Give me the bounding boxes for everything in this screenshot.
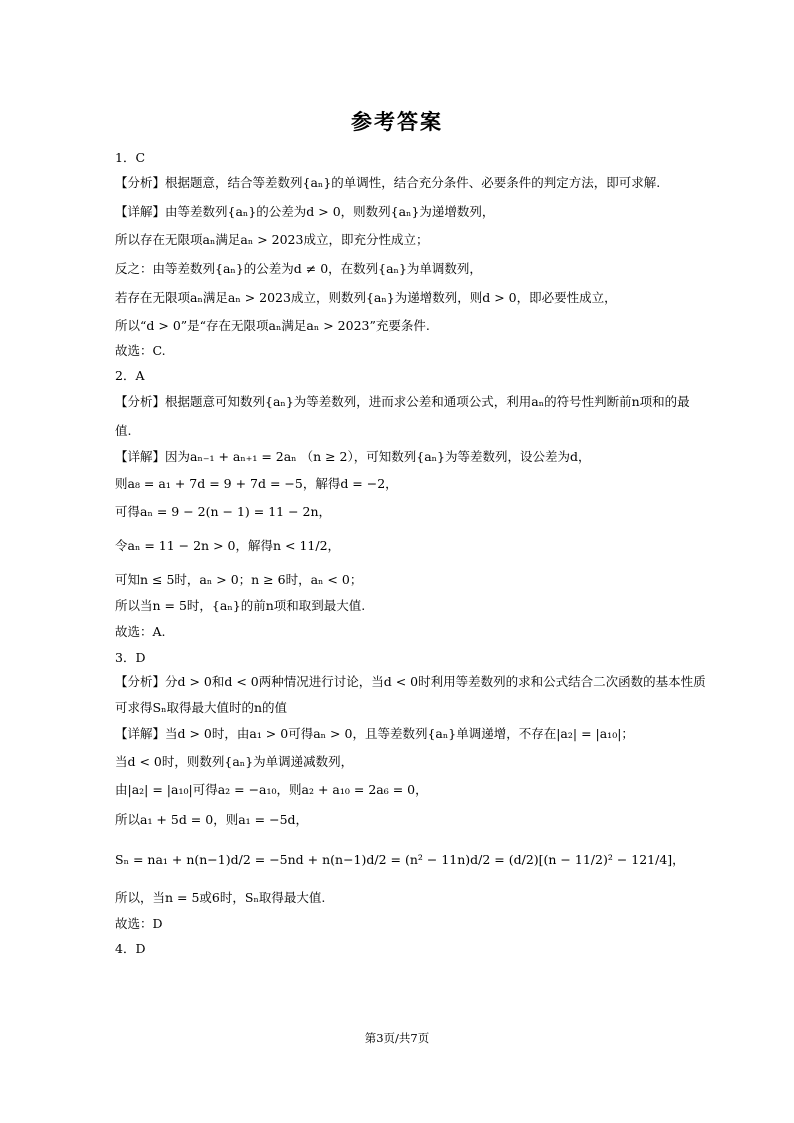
page-title: 参考答案 [351,109,443,134]
text-line: 反之：由等差数列{aₙ}的公差为d ≠ 0，在数列{aₙ}为单调数列， [115,261,482,276]
text-line: 令aₙ = 11 − 2n > 0，解得n < 11/2， [115,538,341,553]
answer-line: 故选：D [115,916,163,931]
analysis-line: 【分析】根据题意可知数列{aₙ}为等差数列，进而求公差和通项公式，利用aₙ的符号性判断前n项和的最 [115,394,690,409]
question-number: 2．A [115,368,145,383]
detail-line: 【详解】由等差数列{aₙ}的公差为d > 0，则数列{aₙ}为递增数列， [115,204,495,219]
text-line: 由|a₂| = |a₁₀|可得a₂ = −a₁₀，则a₂ + a₁₀ = 2a₆ = 0， [115,782,428,797]
text-line: 所以存在无限项aₙ满足aₙ > 2023成立，即充分性成立； [115,232,429,247]
detail-line: 【详解】因为aₙ₋₁ + aₙ₊₁ = 2aₙ （n ≥ 2），可知数列{aₙ}为等差数列，设公差为d， [115,449,591,464]
text-line: 可知n ≤ 5时，aₙ > 0；n ≥ 6时，aₙ < 0； [115,572,363,587]
text-line: 可求得Sₙ取得最大值时的n的值 [115,700,288,715]
text-line: 所以a₁ + 5d = 0，则a₁ = −5d， [115,812,309,827]
formula-line: Sₙ = na₁ + n(n−1)d/2 = −5nd + n(n−1)d/2 = (n² − 11n)d/2 = (d/2)[(n − 11/2)² − 121/4]， [115,852,685,867]
text-line: 值. [115,423,132,438]
text-line: 所以当n = 5时，{aₙ}的前n项和取到最大值. [115,598,366,613]
text-line: 所以“d > 0”是“存在无限项aₙ满足aₙ > 2023”充要条件. [115,318,430,333]
text-line: 若存在无限项aₙ满足aₙ > 2023成立，则数列{aₙ}为递增数列，则d > 0，即必要性成立， [115,290,617,305]
detail-line: 【详解】当d > 0时，由a₁ > 0可得aₙ > 0，且等差数列{aₙ}单调递增，不存在|a₂| = |a₁₀|； [115,726,634,741]
answer-line: 故选：C. [115,343,166,358]
text-line: 当d < 0时，则数列{aₙ}为单调递减数列， [115,754,354,769]
question-number: 4．D [115,941,146,956]
question-number: 3．D [115,650,146,665]
analysis-line: 【分析】根据题意，结合等差数列{aₙ}的单调性，结合充分条件、必要条件的判定方法，即可求解. [115,175,661,190]
analysis-line: 【分析】分d > 0和d < 0两种情况进行讨论，当d < 0时利用等差数列的求和公式结合二次函数的基本性质 [115,674,706,689]
question-number: 1．C [115,150,146,165]
page-footer: 第3页/共7页 [364,1031,430,1045]
text-line: 所以，当n = 5或6时，Sₙ取得最大值. [115,890,326,905]
answer-line: 故选：A. [115,624,166,639]
text-line: 可得aₙ = 9 − 2(n − 1) = 11 − 2n， [115,504,332,519]
text-line: 则a₈ = a₁ + 7d = 9 + 7d = −5，解得d = −2， [115,476,398,491]
